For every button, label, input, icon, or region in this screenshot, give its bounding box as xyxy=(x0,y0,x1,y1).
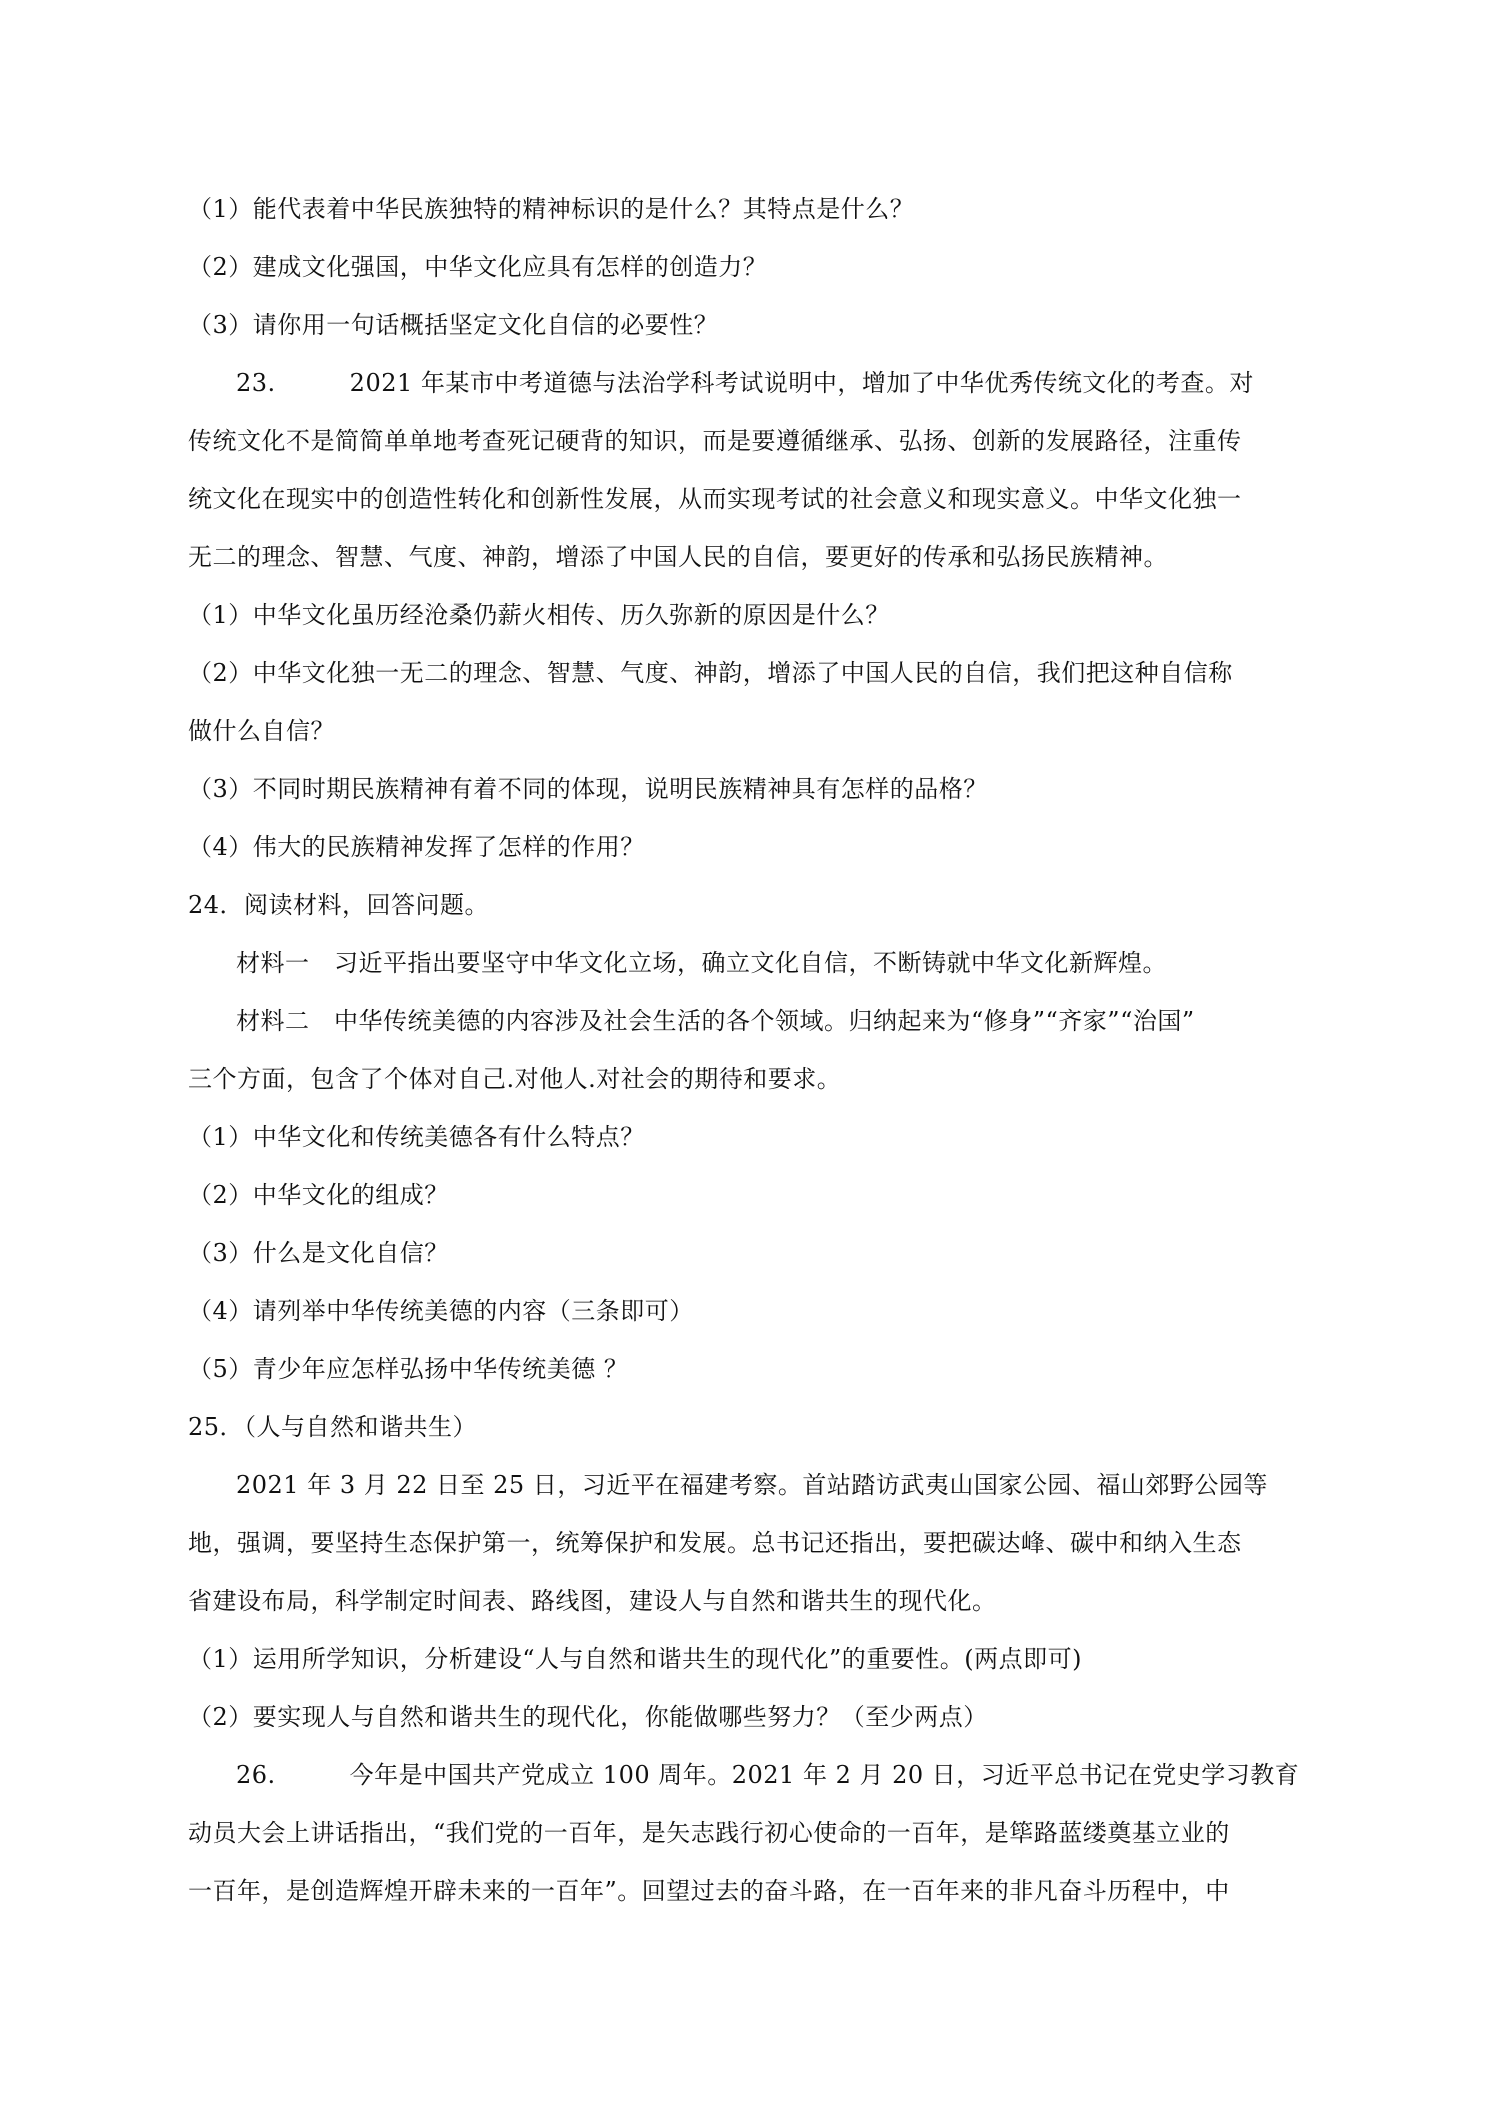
q24-sub2: （2）中华文化的组成？ xyxy=(188,1181,449,1209)
q22-sub3: （3）请你用一句话概括坚定文化自信的必要性？ xyxy=(188,311,719,339)
q23-sub2-line2: 做什么自信？ xyxy=(188,717,335,745)
q24-sub3: （3）什么是文化自信？ xyxy=(188,1239,449,1267)
q22-sub1: （1）能代表着中华民族独特的精神标识的是什么？其特点是什么？ xyxy=(188,195,915,223)
q24-material-2-line1: 材料二 中华传统美德的内容涉及社会生活的各个领域。归纳起来为“修身”“齐家”“治国” xyxy=(236,1007,1195,1035)
q26-stem-line2: 动员大会上讲话指出，“我们党的一百年，是矢志践行初心使命的一百年，是筚路蓝缕奠基立业的 xyxy=(188,1819,1230,1847)
q25-stem: 25．（人与自然和谐共生） xyxy=(188,1413,478,1441)
q23-stem-line1 xyxy=(236,367,1356,399)
q23-sub4: （4）伟大的民族精神发挥了怎样的作用？ xyxy=(188,833,645,861)
q23-stem-line4: 无二的理念、智慧、气度、神韵，增添了中国人民的自信，要更好的传承和弘扬民族精神。 xyxy=(188,543,1168,571)
q22-sub2: （2）建成文化强国，中华文化应具有怎样的创造力？ xyxy=(188,253,768,281)
q24-material-2-line2: 三个方面，包含了个体对自己.对他人.对社会的期待和要求。 xyxy=(188,1065,842,1093)
q23-stem-line3: 统文化在现实中的创造性转化和创新性发展，从而实现考试的社会意义和现实意义。中华文化独一 xyxy=(188,485,1242,513)
q26-stem-line1 xyxy=(236,1759,1356,1791)
q23-sub3: （3）不同时期民族精神有着不同的体现，说明民族精神具有怎样的品格？ xyxy=(188,775,988,803)
q25-material-line3: 省建设布局，科学制定时间表、路线图，建设人与自然和谐共生的现代化。 xyxy=(188,1587,997,1615)
q26-number: 26. xyxy=(236,1761,276,1789)
q25-material-line1: 2021 年 3 月 22 日至 25 日，习近平在福建考察。首站踏访武夷山国家公园、福山郊野公园等 xyxy=(236,1471,1268,1499)
q23-stem-text: 2021 年某市中考道德与法治学科考试说明中，增加了中华优秀传统文化的考查。对 xyxy=(349,369,1254,397)
q26-stem-line3: 一百年，是创造辉煌开辟未来的一百年”。回望过去的奋斗路，在一百年来的非凡奋斗历程中，中 xyxy=(188,1877,1230,1905)
q24-sub5: （5）青少年应怎样弘扬中华传统美德 ？ xyxy=(188,1355,629,1383)
q25-sub1: （1）运用所学知识，分析建设“人与自然和谐共生的现代化”的重要性。(两点即可) xyxy=(188,1645,1083,1673)
q25-material-line2: 地，强调，要坚持生态保护第一，统筹保护和发展。总书记还指出，要把碳达峰、碳中和纳入生态 xyxy=(188,1529,1242,1557)
q24-stem: 24．阅读材料，回答问题。 xyxy=(188,891,490,919)
q26-stem-text: 今年是中国共产党成立 100 周年。2021 年 2 月 20 日，习近平总书记在党史学习教育 xyxy=(349,1761,1300,1789)
q23-number: 23. xyxy=(236,369,276,397)
q25-sub2: （2）要实现人与自然和谐共生的现代化，你能做哪些努力？（至少两点） xyxy=(188,1703,988,1731)
q24-sub4: （4）请列举中华传统美德的内容（三条即可） xyxy=(188,1297,694,1325)
q23-stem-line2: 传统文化不是简简单单地考查死记硬背的知识，而是要遵循继承、弘扬、创新的发展路径，注重传 xyxy=(188,427,1242,455)
q24-material-1: 材料一 习近平指出要坚守中华文化立场，确立文化自信，不断铸就中华文化新辉煌。 xyxy=(236,949,1167,977)
q23-sub2-line1: （2）中华文化独一无二的理念、智慧、气度、神韵，增添了中国人民的自信，我们把这种自信称 xyxy=(188,659,1233,687)
q24-sub1: （1）中华文化和传统美德各有什么特点？ xyxy=(188,1123,645,1151)
q23-sub1: （1）中华文化虽历经沧桑仍薪火相传、历久弥新的原因是什么？ xyxy=(188,601,890,629)
